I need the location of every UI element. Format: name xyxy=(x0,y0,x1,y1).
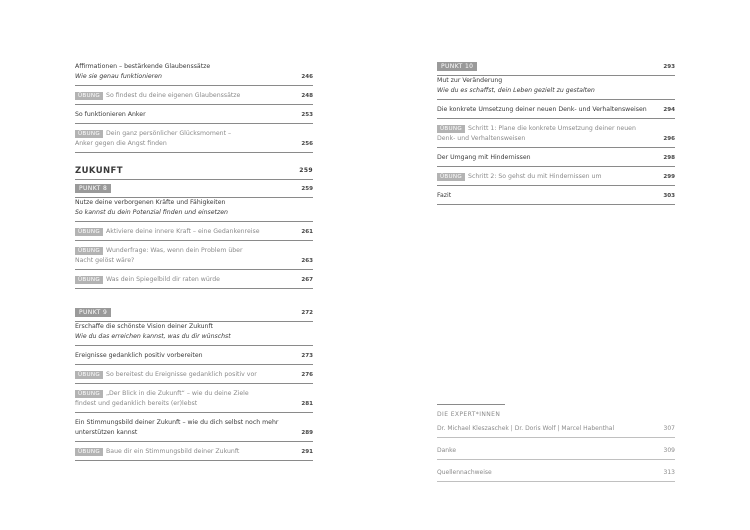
appendix-title: Dr. Michael Kleszaschek | Dr. Doris Wolf | Marcel Habenthal xyxy=(437,425,615,432)
appendix-entry[interactable] xyxy=(437,446,675,460)
page-number: 259 xyxy=(299,167,313,174)
entry-title-continued: Denk- und Verhaltensweisen xyxy=(437,135,526,142)
page-number: 309 xyxy=(663,447,675,454)
page-number: 307 xyxy=(663,425,675,432)
entry-title-text: Fazit xyxy=(437,192,452,199)
entry-title-continued: Nacht gelöst wäre? xyxy=(75,257,135,264)
exercise-entry[interactable] xyxy=(75,370,313,384)
entry-title xyxy=(75,110,285,120)
chapter-subtitle: Wie du das erreichen kannst, was du dir wünschst xyxy=(75,333,231,340)
toc-group-top xyxy=(75,62,313,153)
chapter-title: Nutze deine verborgenen Kräfte und Fähigkeiten xyxy=(75,199,226,206)
divider xyxy=(437,404,505,405)
uebung-badge: ÜBUNG xyxy=(437,173,465,181)
uebung-badge: ÜBUNG xyxy=(437,125,465,133)
chapter-title: Erschaffe die schönste Vision deiner Zukunft xyxy=(75,323,213,330)
entry-title xyxy=(75,227,285,237)
entry-title-text: So bereitest du Ereignisse gedanklich positiv vor xyxy=(106,371,257,378)
entry-title-text: Baue dir ein Stimmungsbild deiner Zukunft xyxy=(106,448,240,455)
appendix-title: Danke xyxy=(437,447,457,454)
section-zukunft[interactable] xyxy=(75,165,313,180)
page-number: 256 xyxy=(301,141,313,147)
punkt-8-items xyxy=(75,227,313,289)
appendix-title: Quellennachweise xyxy=(437,469,492,476)
entry-title-text: Was dein Spiegelbild dir raten würde xyxy=(106,276,220,283)
page-number: 261 xyxy=(301,229,313,235)
toc-entry[interactable] xyxy=(75,351,313,365)
page-number: 273 xyxy=(301,353,313,359)
punkt-9-title-entry[interactable] xyxy=(75,322,313,346)
page-number: 289 xyxy=(301,430,313,436)
entry-title-text: Schritt 2: So gehst du mit Hindernissen um xyxy=(468,173,602,180)
exercise-entry[interactable] xyxy=(75,389,313,413)
uebung-badge: ÜBUNG xyxy=(75,92,103,100)
entry-title xyxy=(437,124,647,134)
uebung-badge: ÜBUNG xyxy=(75,247,103,255)
exercise-entry[interactable] xyxy=(75,275,313,289)
entry-title-continued: findest und gedanklich bereits (er)lebst xyxy=(75,400,198,407)
entry-title-text: Wunderfrage: Was, wenn dein Problem über xyxy=(106,247,243,254)
toc-entry[interactable] xyxy=(437,153,675,167)
entry-title xyxy=(75,370,285,380)
entry-title xyxy=(75,91,285,101)
punkt-10-title-entry[interactable] xyxy=(437,76,675,100)
entry-title xyxy=(75,447,285,457)
uebung-badge: ÜBUNG xyxy=(75,276,103,284)
right-page xyxy=(437,62,675,490)
entry-title-text: Ereignisse gedanklich positiv vorbereiten xyxy=(75,352,203,359)
entry-title xyxy=(437,153,647,163)
entry-title-text: Dein ganz persönlicher Glücksmoment – xyxy=(106,130,232,137)
toc-entry[interactable] xyxy=(75,418,313,442)
page-number: 294 xyxy=(663,107,675,113)
exercise-entry[interactable] xyxy=(75,246,313,270)
appendix-entry[interactable] xyxy=(437,468,675,482)
page-number: 253 xyxy=(301,112,313,118)
exercise-entry[interactable] xyxy=(75,129,313,153)
entry-title-text: So findest du deine eigenen Glaubenssätze xyxy=(106,92,241,99)
punkt-9-entry[interactable] xyxy=(75,308,313,322)
chapter-subtitle: Wie du es schaffst, dein Leben gezielt zu gestalten xyxy=(437,87,595,94)
punkt-9-items xyxy=(75,351,313,461)
punkt-10-entry[interactable] xyxy=(437,62,675,76)
entry-title-text: Aktiviere deine innere Kraft – eine Gedankenreise xyxy=(106,228,260,235)
punkt-badge: PUNKT 10 xyxy=(437,62,477,71)
appendix-list xyxy=(437,424,675,482)
entry-title-text: Ein Stimmungsbild deiner Zukunft – wie du dich selbst noch mehr xyxy=(75,419,279,426)
chapter-subtitle: So kannst du dein Potenzial finden und einsetzen xyxy=(75,209,228,216)
appendix-entry[interactable] xyxy=(437,424,675,438)
entry-title xyxy=(75,246,285,256)
exercise-entry[interactable] xyxy=(75,447,313,461)
uebung-badge: ÜBUNG xyxy=(75,390,103,398)
entry-title xyxy=(75,62,285,72)
page-number: 298 xyxy=(663,155,675,161)
punkt-badge: PUNKT 9 xyxy=(75,308,111,317)
entry-title-text: Schritt 1: Plane die konkrete Umsetzung deiner neuen xyxy=(468,125,636,132)
left-page xyxy=(75,62,313,466)
exercise-entry[interactable] xyxy=(75,91,313,105)
entry-title xyxy=(75,129,285,139)
page-number: 299 xyxy=(663,174,675,180)
experts-label: DIE EXPERT*INNEN xyxy=(437,411,501,418)
entry-title xyxy=(437,105,647,115)
entry-title xyxy=(75,389,285,399)
uebung-badge: ÜBUNG xyxy=(75,448,103,456)
page-number: 267 xyxy=(301,277,313,283)
punkt-10-items xyxy=(437,105,675,205)
page-number: 313 xyxy=(663,469,675,476)
entry-title-text: Die konkrete Umsetzung deiner neuen Denk- und Verhaltensweisen xyxy=(437,106,647,113)
entry-title-text: So funktionieren Anker xyxy=(75,111,146,118)
page-number: 296 xyxy=(663,136,675,142)
toc-entry[interactable] xyxy=(437,105,675,119)
toc-entry[interactable] xyxy=(437,191,675,205)
punkt-8-title-entry[interactable] xyxy=(75,198,313,222)
exercise-entry[interactable] xyxy=(437,172,675,186)
page-number: 291 xyxy=(301,449,313,455)
page-number: 259 xyxy=(301,186,313,192)
exercise-entry[interactable] xyxy=(437,124,675,148)
entry-title-continued: Anker gegen die Angst finden xyxy=(75,140,167,147)
page-number: 248 xyxy=(301,93,313,99)
chapter-title: Mut zur Veränderung xyxy=(437,77,503,84)
uebung-badge: ÜBUNG xyxy=(75,371,103,379)
page-number: 246 xyxy=(301,74,313,80)
page-number: 303 xyxy=(663,193,675,199)
entry-title-continued: unterstützen kannst xyxy=(75,429,138,436)
entry-title xyxy=(75,275,285,285)
exercise-entry[interactable] xyxy=(75,227,313,241)
entry-title xyxy=(437,191,647,201)
entry-title xyxy=(437,172,647,182)
page-number: 263 xyxy=(301,258,313,264)
punkt-8-entry[interactable] xyxy=(75,184,313,198)
page-number: 276 xyxy=(301,372,313,378)
page-number: 272 xyxy=(301,310,313,316)
toc-entry[interactable] xyxy=(75,110,313,124)
entry-subtitle: Wie sie genau funktionieren xyxy=(75,73,162,80)
punkt-badge: PUNKT 8 xyxy=(75,184,111,193)
uebung-badge: ÜBUNG xyxy=(75,130,103,138)
entry-title-text: „Der Blick in die Zukunft“ – wie du deine Ziele xyxy=(106,390,249,397)
page-number: 293 xyxy=(663,64,675,70)
page-number: 281 xyxy=(301,401,313,407)
section-title: ZUKUNFT xyxy=(75,166,123,176)
entry-title xyxy=(75,418,285,428)
uebung-badge: ÜBUNG xyxy=(75,228,103,236)
entry-title-text: Affirmationen – bestärkende Glaubenssätze xyxy=(75,63,211,70)
entry-title xyxy=(75,351,285,361)
toc-entry[interactable] xyxy=(75,62,313,86)
entry-title-text: Der Umgang mit Hindernissen xyxy=(437,154,531,161)
